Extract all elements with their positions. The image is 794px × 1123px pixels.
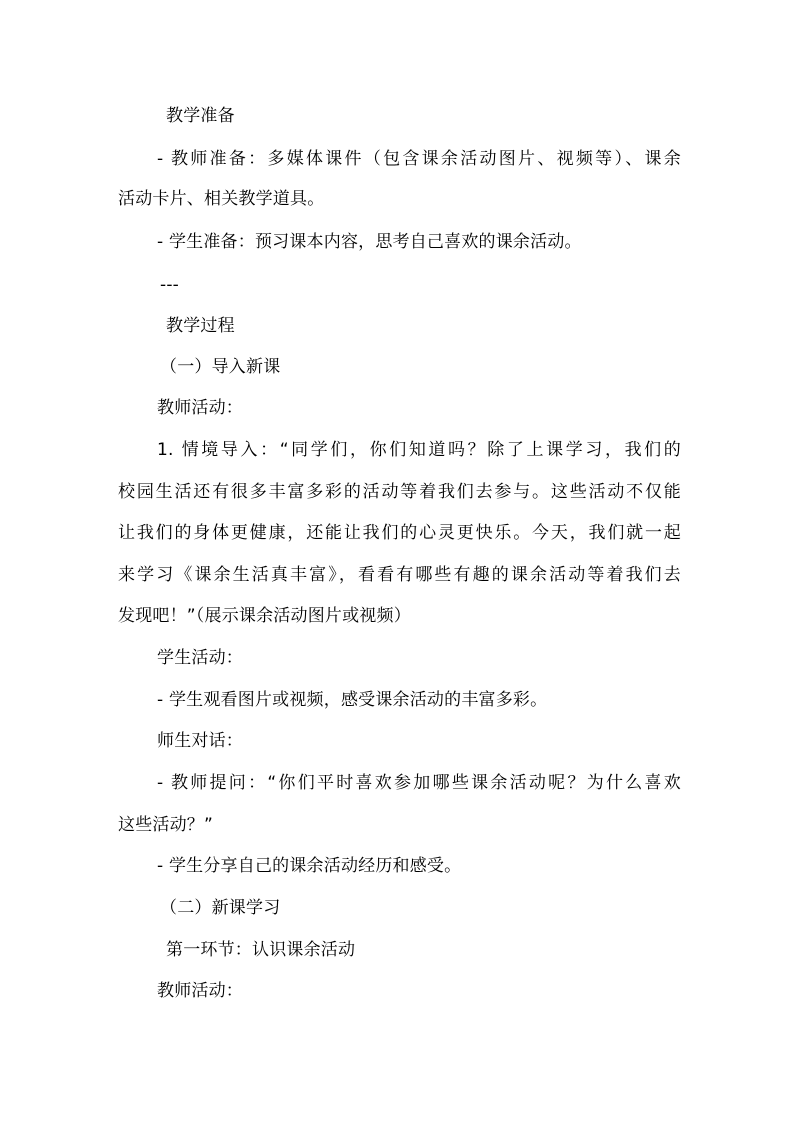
section-heading-teaching-process: 教学过程 bbox=[166, 316, 235, 336]
paragraph-line: 1. 情境导入：“同学们，你们知道吗？除了上课学习，我们的 bbox=[157, 440, 681, 460]
label-student-activity: 学生活动： bbox=[157, 648, 243, 668]
step-heading: 第一环节：认识课余活动 bbox=[166, 940, 356, 960]
paragraph-line: 来学习《课余生活真丰富》，看看有哪些有趣的课余活动等着我们去 bbox=[118, 565, 681, 585]
section-heading-teaching-preparation: 教学准备 bbox=[166, 106, 235, 126]
paragraph-line: - 教师准备：多媒体课件（包含课余活动图片、视频等）、课余 bbox=[157, 149, 681, 169]
paragraph-line: - 学生分享自己的课余活动经历和感受。 bbox=[157, 856, 462, 876]
subsection-heading: （一）导入新课 bbox=[160, 357, 281, 377]
label-teacher-student-dialogue: 师生对话： bbox=[157, 731, 243, 751]
paragraph-line: 校园生活还有很多丰富多彩的活动等着我们去参与。这些活动不仅能 bbox=[118, 482, 681, 502]
paragraph-line: 活动卡片、相关教学道具。 bbox=[118, 189, 325, 209]
label-teacher-activity: 教师活动： bbox=[157, 398, 243, 418]
paragraph-line: - 教师提问：“你们平时喜欢参加哪些课余活动呢？为什么喜欢 bbox=[157, 773, 681, 793]
separator-text: --- bbox=[160, 275, 180, 295]
paragraph-line: 发现吧！”（展示课余活动图片或视频） bbox=[118, 606, 411, 626]
paragraph-line: - 学生准备：预习课本内容，思考自己喜欢的课余活动。 bbox=[157, 232, 582, 252]
subsection-heading: （二）新课学习 bbox=[160, 898, 281, 918]
paragraph-line: 让我们的身体更健康，还能让我们的心灵更快乐。今天，我们就一起 bbox=[118, 523, 681, 543]
label-teacher-activity: 教师活动： bbox=[157, 981, 243, 1001]
paragraph-line: - 学生观看图片或视频，感受课余活动的丰富多彩。 bbox=[157, 690, 548, 710]
paragraph-line: 这些活动？” bbox=[118, 815, 214, 835]
